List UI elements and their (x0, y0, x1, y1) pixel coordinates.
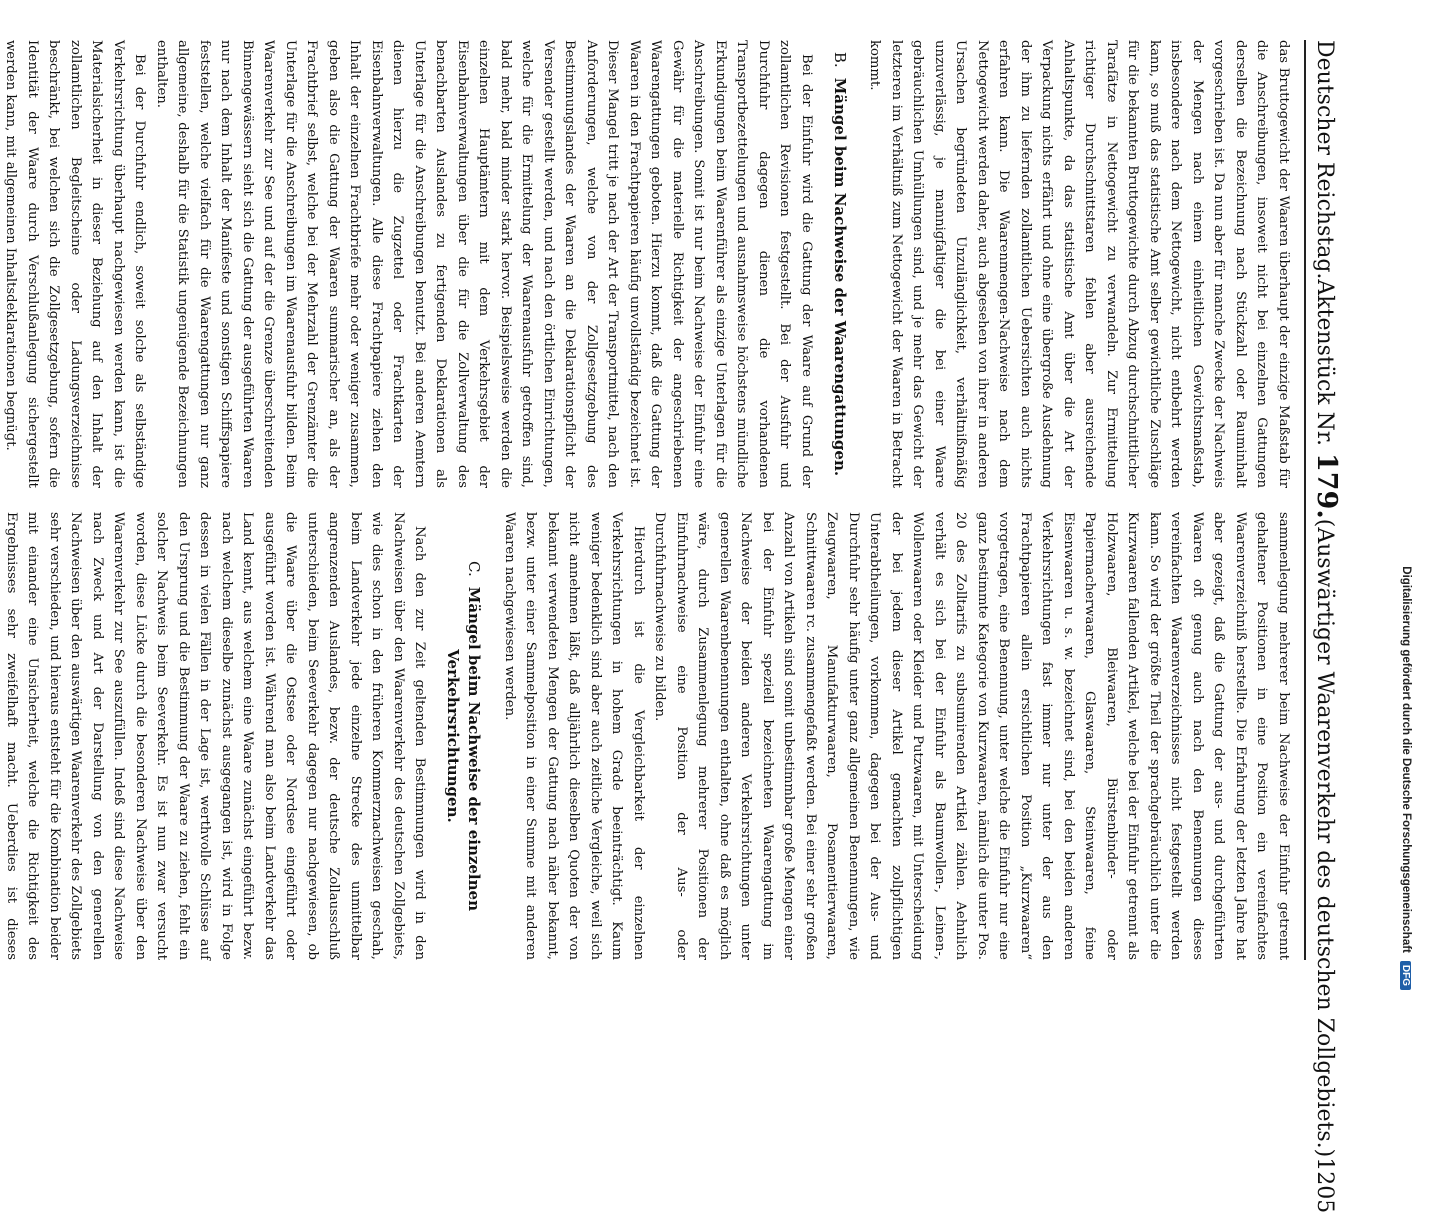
header-right: (Auswärtiger Waarenverkehr des deutschen Zollgebiets.) (1312, 518, 1337, 1158)
header-aktenstueck-prefix: Aktenstück Nr. (1312, 279, 1337, 446)
right-paragraph-3: Nach den zur Zeit geltenden Bestimmungen wird in den Nachweisen über den Waarenverkehr des deutschen Zollgebiets, wie dies schon in den früheren Kommerznachweisen geschah, beim Landverkehr jede einzelne Strecke des unmittelbar angrenzenden Auslandes, bezw. der deutsche Zollausschluß unterschieden, beim Seeverkehr dagegen nur nachgewiesen, ob die Waare über die Ostsee oder Nordsee eingeführt oder ausgeführt worden ist. Während man also beim Landverkehr das Land kennt, aus welchem eine Waare zunächst eingeführt bezw. nach welchem dieselbe zunächst ausgegangen ist, wird in Folge dessen in vielen Fällen in der Lage ist, werthvolle Schlüsse auf den Ursprung und die Bestimmung der Waare zu ziehen, fehlt ein solcher Nachweis beim Seeverkehr. Es ist nun zwar versucht worden, diese Lücke durch die besonderen Nachweise über den Waarenverkehr zur See auszufüllen. Indeß sind diese Nachweise nach Zweck und Art der Darstellung von den generellen Nachweisen über den auswärtigen Waarenverkehr des Zollgebiets sehr verschieden, und hieraus entsteht für die Kombination beider mit einander eine Unsicherheit, welche die Richtigkeit des Ergebnisses sehr zweifelhaft macht. Ueberdies ist dieses (4, 512, 428, 960)
digitization-credit-strip (1376, 0, 1432, 1000)
dfg-logo: DFG (1401, 961, 1412, 990)
left-paragraph-2: Bei der Einfuhr wird die Gattung der Waare auf Grund der zollamtlichen Revisionen festgestellt. Bei der Ausfuhr und Durchfuhr dagegen dienen die vorhandenen Transportbezettelungen und ausnahmsweise höchstens mündliche Erkundigungen beim Waarenführer als einzige Unterlagen für die Anschreibungen. Somit ist nur beim Nachweise der Einfuhr eine Gewähr für die materielle Richtigkeit der angeschriebenen Waarengattungen geboten. Hierzu kommt, daß die Gattung der Waaren in den Frachtpapieren häufig unvollständig bezeichnet ist. Dieser Mangel tritt je nach der Art der Transportmittel, nach den Anforderungen, welche von der Zollgesetzgebung des Bestimmungslandes der Waaren an die Deklarationspflicht der Versender gestellt werden, und nach den örtlichen Einrichtungen, welche für die Ermittelung der Waarenausfuhr getroffen sind, bald mehr, bald minder stark hervor. Beispielsweise werden die einzelnen Hauptämtern mit dem Verkehrsgebiet der Eisenbahnverwaltungen über die für die Zollverwaltung des benachbarten Auslandes zu fertigenden Deklarationen als Unterlage für die Anschreibungen benutzt. Bei anderen Aemtern dienen hierzu die Zugzettel oder Frachtkarten der Eisenbahnverwaltungen. Alle diese Frachtpapiere ziehen den Inhalt der einzelnen Frachtbriefe mehr oder weniger zusammen, geben also die Gattung der Waaren summarischer an, als der Frachtbrief selbst, welche bei der Mehrzahl der Grenzämter die Unterlage für die Anschreibungen im Waarenausfuhr bilden. Beim Waarenverkehr zur See und auf der die Grenze überschreitenden Binnengewässern sieht sich die Gattung der ausgeführten Waaren nur nach dem Inhalt der Manifeste und sonstigen Schiffspapiere feststellen, welche vielfach für die Waarengattungen nur ganz allgemeine, deshalb für die Statistik ungenügende Bezeichnungen enthalten. (154, 40, 814, 488)
header-left: Deutscher Reichstag. (1312, 40, 1337, 280)
section-b-label: B. (831, 51, 849, 68)
digitization-credit (1396, 10, 1416, 990)
right-column (4, 512, 1294, 960)
header-aktenstueck (1311, 279, 1342, 518)
page-number: 1205 (1312, 1157, 1337, 1213)
section-c-label: C. (465, 561, 484, 577)
section-b-heading (829, 40, 850, 488)
section-c-title: Mängel beim Nachweise der einzelnen Verkehrsrichtungen. (444, 586, 484, 911)
right-paragraph-2: Hierdurch ist die Vergleichbarkeit der einzelnen Verkehrsrichtungen in hohem Grade beeinträchtigt. Kaum weniger bedenklich sind aber auch zeitliche Vergleiche, weil sich nicht annehmen läßt, daß alljährlich dieselben Quoten der von bekannt verwendeten Mengen der Gattung nach näher bekannt, bezw. unter einer Sammelposition in einer Summe mit anderen Waaren nachgewiesen werden. (502, 512, 646, 960)
left-paragraph-1: das Bruttogewicht der Waaren überhaupt der einzige Maßstab für die Anschreibungen, insoweit nicht bei einzelnen Gattungen derselben die Bezeichnung nach Stückzahl oder Rauminhalt vorgeschrieben ist. Da nun aber für manche Zwecke der Nachweis der Mengen nach einem einheitlichen Gewichtsmaßstab, insbesondere nach dem Nettogewicht, nicht entbehrt werden kann, so muß das statistische Amt selber gewichtliche Zuschläge für die bekannten Bruttogewichte durch Abzug durchschnittlicher Taraſätze in Nettogewicht zu verwandeln. Zur Ermittelung richtiger Durchschnittstaren fehlen aber ausreichende Anhaltspunkte, da das statistische Amt über die Art der Verpackung nichts erfährt und ohne eine übergroße Ausdehnung der ihm zu liefernden zollamtlichen Uebersichten auch nichts erfahren kann. Die Waarenmengen-Nachweise nach dem Nettogewicht werden daher, auch abgesehen von ihrer in anderen Ursachen begründeten Unzulänglichkeit, verhältnißmäßig unzuverlässig, je mannigfaltiger die bei einer Waare gebräuchlichen Umhüllungen sind, und je mehr das Gewicht der letzteren im Verhältniß zum Nettogewicht der Waaren in Betracht kommt. (867, 40, 1291, 488)
credit-text: Digitalisierung gefördert durch die Deutsche Forschungsgemeinschaft (1400, 566, 1412, 953)
left-column (3, 40, 1294, 488)
page-header (1304, 40, 1342, 1213)
section-b-title: Mängel beim Nachweise der Waarengattungen. (831, 77, 849, 477)
left-paragraph-3: Bei der Durchfuhr endlich, soweit solche als selbständige Verkehrsrichtung überhaupt nachgewiesen werden kann, ist die Materialsicherheit in dieser Beziehung auf den Inhalt der zollamtlichen Begleitscheine oder Ladungsverzeichnisse beschränkt, bei welchen sich die Zollgesetzgebung, sofern die Identität der Waare durch Verschlußanlegung sichergestellt werden kann, mit allgemeinen Inhaltsdeklarationen begnügt. (3, 40, 148, 488)
right-paragraph-1: sammenlegung mehrerer beim Nachweise der Einfuhr getrennt gehaltener Positionen in eine Position ein vereinfachtes Waarenverzeichniß herstellte. Die Erfahrung der letzten Jahre hat aber gezeigt, daß die Gattung der aus- und durchgeführten Waaren oft genug auch nach den Benennungen dieses vereinfachten Waarenverzeichnisses nicht festgestellt werden kann. So wird der größte Theil der sprachgebräuchlich unter die Kurzwaaren fallenden Artikel, welche bei der Einfuhr getrennt als Holzwaaren, Bleiwaaren, Bürstenbinder- oder Papiermacherwaaren, Glaswaaren, Steinwaaren, feine Eisenwaaren u. s. w. bezeichnet sind, bei den beiden anderen Verkehrsrichtungen fast immer nur unter der aus den Frachtpapieren allein ersichtlichen Position „Kurzwaaren“ vorgetragen, eine Benennung, unter welche die Einfuhr nur eine ganz bestimmte Kategorie von Kurzwaaren, nämlich die unter Pos. 20 des Zolltarifs zu subsumirenden Artikel zählen. Aehnlich verhält es sich bei der Einfuhr als Baumwollen-, Leinen-, Wollenwaaren oder Kleider und Putzwaaren, mit Unterscheidung der bei jedem dieser Artikel gemachten zollpflichtigen Unterabtheilungen, vorkommen, dagegen bei der Aus- und Durchfuhr sehr häufig unter ganz allgemeinen Benennungen, wie Zeugwaaren, Manufakturwaaren, Posamentierwaaren, Schnittwaaren rc. zusammengefaßt werden. Bei einer sehr großen Anzahl von Artikeln sind somit unbestimmbar große Mengen einer bei der Einfuhr speziell bezeichneten Waarengattung im Nachweise der beiden anderen Verkehrsrichtungen unter generellen Waarenbenennungen enthalten, ohne daß es möglich wäre, durch Zusammenlegung mehrerer Positionen der Einfuhrnachweise eine Position der Aus- oder Durchfuhrnachweise zu bilden. (652, 512, 1291, 960)
header-aktenstueck-number: 179. (1311, 452, 1342, 519)
section-c-heading (443, 512, 485, 960)
